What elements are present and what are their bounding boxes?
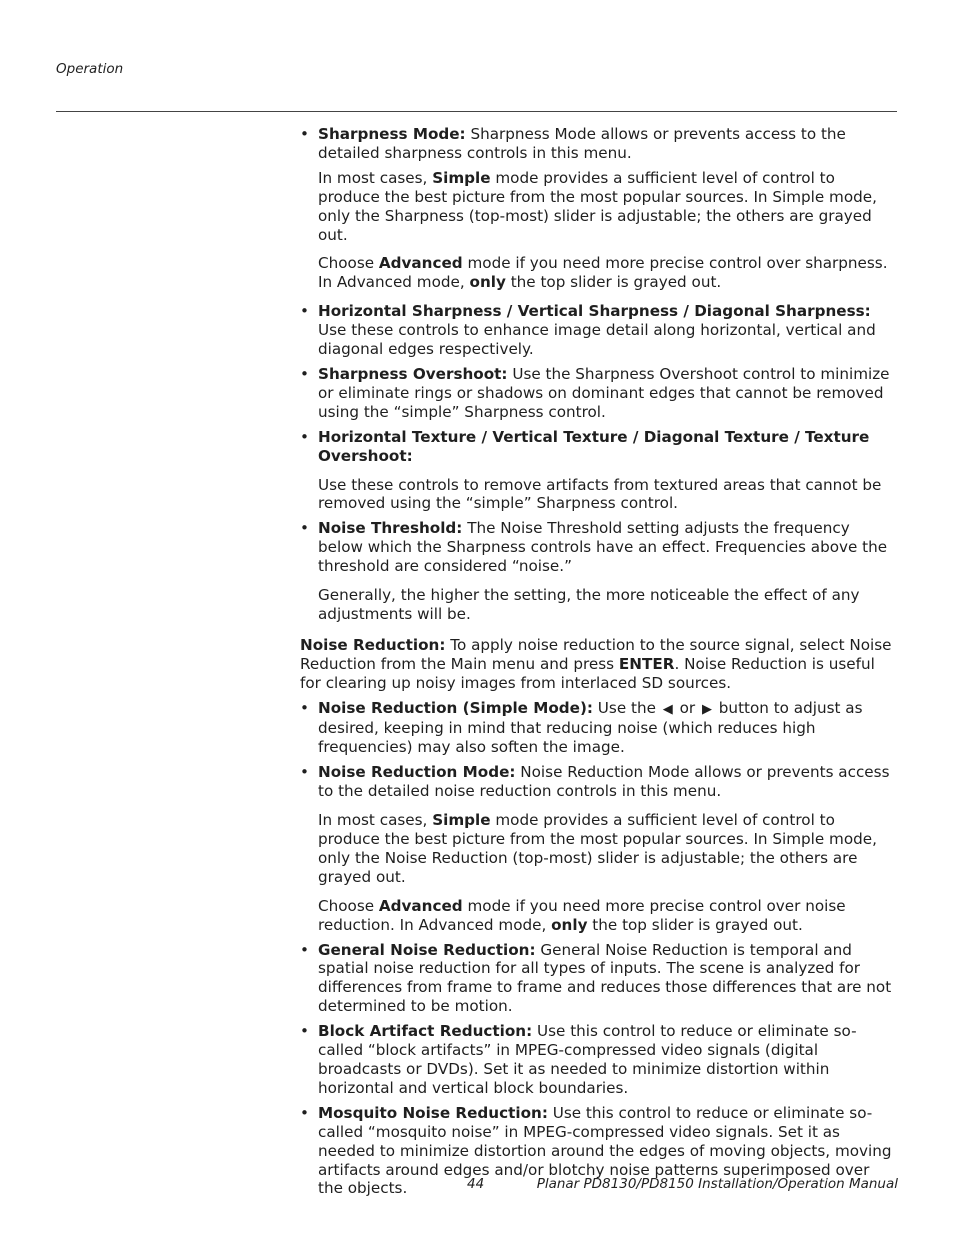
desc-mosquito: Use this control to reduce or eliminate so-called “mosquito noise” in MPEG-compressed video signals. Set it as needed to minimize distortion around the edges of moving objects, moving artifacts around edges and/or blotchy noise patterns superimposed over the objects. [318, 1103, 892, 1198]
desc-block-artifact: Use this control to reduce or eliminate so-called “block artifacts” in MPEG-compressed video signals (digital broadcasts or DVDs). Set it as needed to minimize distortion within horizontal and vertical block boundaries. [318, 1022, 857, 1097]
page-header-label: Operation [56, 61, 124, 77]
list-item: • Noise Reduction (Simple Mode): Use the ◀ or ▶ button to adjust as desired, keeping in mind that reducing noise (which reduces high frequencies) may also soften the image. [300, 698, 863, 757]
bullet-dot: • [300, 427, 309, 446]
list-item [300, 763, 897, 801]
nr-simple-paragraph: In most cases, Simple mode provides a sufficient level of control to produce the best picture from the most popular sources. In Simple mode, only the Noise Reduction (top-most) slider is adjustable; the others are grayed out. [318, 811, 877, 886]
sharpness-simple-paragraph: In most cases, Simple mode provides a sufficient level of control to produce the best picture from the most popular sources. In Simple mode, only the Sharpness (top-most) slider is adjustable; the others are grayed out. [318, 168, 877, 244]
term-nr-mode: Noise Reduction Mode: [318, 763, 516, 782]
bullet-dot: • [300, 364, 309, 383]
list-item [300, 302, 897, 359]
bullet-dot: • [300, 763, 309, 782]
left-arrow-icon: ◀ [662, 701, 673, 717]
bullet-dot: • [300, 1022, 309, 1041]
noise-threshold-paragraph: Generally, the higher the setting, the more noticeable the effect of any adjustments will be. [318, 586, 860, 623]
desc-sharpness-overshoot: Use the Sharpness Overshoot control to minimize or eliminate rings or shadows on dominant edges that cannot be removed using the “simple” Sharpness control. [318, 364, 890, 421]
bullet-dot: • [300, 519, 309, 538]
texture-paragraph: Use these controls to remove artifacts from textured areas that cannot be removed using the “simple” Sharpness control. [318, 475, 882, 513]
sharpness-advanced-paragraph: Choose Advanced mode if you need more precise control over sharpness. In Advanced mode, only the top slider is grayed out. [318, 254, 888, 292]
bullet-dot: • [300, 125, 309, 143]
term-nr-simple: Noise Reduction (Simple Mode): [318, 698, 593, 717]
desc-sharpness-mode: Sharpness Mode allows or prevents access to the detailed sharpness controls in this menu. [318, 125, 846, 162]
term-mosquito: Mosquito Noise Reduction: [318, 1103, 548, 1122]
list-item [300, 1022, 897, 1098]
bullet-dot: • [300, 302, 309, 321]
term-sharpness-mode: Sharpness Mode: [318, 125, 466, 143]
term-general-nr: General Noise Reduction: [318, 940, 536, 959]
bullet-dot: • [300, 698, 309, 717]
desc-general-nr: General Noise Reduction is temporal and spatial noise reduction for all types of inputs. The scene is analyzed for differences from frame to frame and reduces those differences that are not determined to be motion. [318, 940, 892, 1016]
header-rule [56, 111, 897, 112]
list-item [300, 365, 897, 422]
list-item [300, 941, 897, 1017]
term-block-artifact: Block Artifact Reduction: [318, 1022, 533, 1041]
list-item [300, 519, 897, 576]
right-arrow-icon: ▶ [701, 701, 712, 717]
bullet-dot: • [300, 940, 309, 959]
noise-reduction-paragraph: Noise Reduction: To apply noise reduction to the source signal, select Noise Reduction from the Main menu and press ENTER. Noise Reduction is useful for clearing up noisy images from interlaced SD sources. [300, 635, 892, 692]
desc-nr-mode: Noise Reduction Mode allows or prevents access to the detailed noise reduction controls in this menu. [318, 763, 890, 801]
page-number: 44 [467, 1176, 485, 1192]
manual-title: Planar PD8130/PD8150 Installation/Operation Manual [536, 1176, 898, 1192]
list-item [300, 125, 897, 163]
term-sharpness-overshoot: Sharpness Overshoot: [318, 364, 508, 383]
desc-hvd-sharpness: Use these controls to enhance image detail along horizontal, vertical and diagonal edges respectively. [318, 321, 876, 359]
desc-noise-threshold: The Noise Threshold setting adjusts the frequency below which the Sharpness controls have an effect. Frequencies above the threshold are considered “noise.” [318, 519, 888, 576]
bullet-dot: • [300, 1103, 309, 1122]
body-content [300, 125, 897, 1204]
term-texture: Horizontal Texture / Vertical Texture / Diagonal Texture / Texture Overshoot: [318, 427, 870, 465]
list-item [300, 428, 897, 466]
nr-advanced-paragraph: Choose Advanced mode if you need more precise control over noise reduction. In Advanced mode, only the top slider is grayed out. [318, 896, 846, 934]
term-hvd-sharpness: Horizontal Sharpness / Vertical Sharpness / Diagonal Sharpness: [318, 302, 871, 321]
term-noise-threshold: Noise Threshold: [318, 519, 463, 538]
